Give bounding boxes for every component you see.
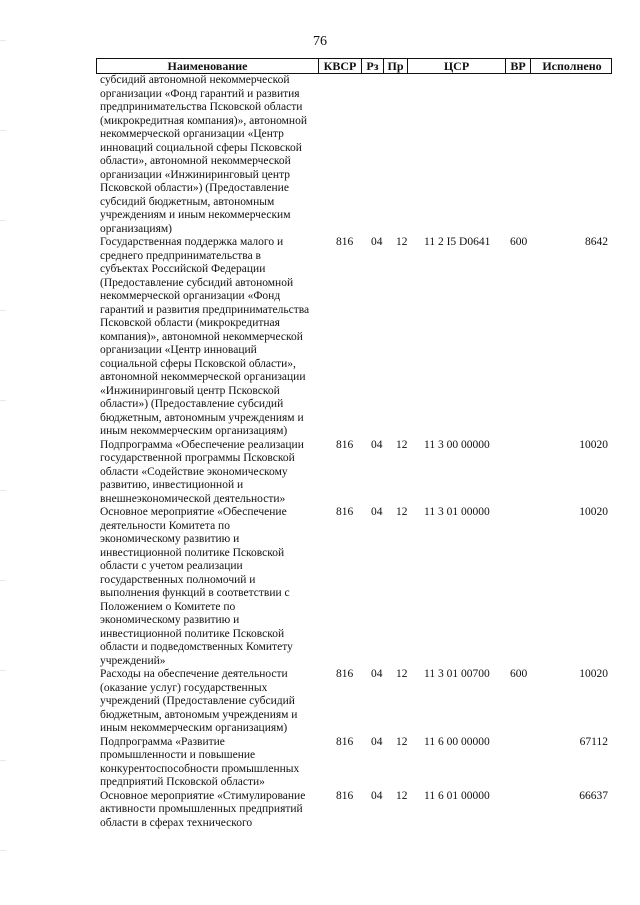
row-pr: 12 [396, 668, 408, 680]
page-number: 76 [313, 34, 327, 49]
row-pr: 12 [396, 789, 408, 802]
row-csr: 11 3 01 00000 [424, 506, 490, 518]
row-executed: 8642 [585, 236, 608, 248]
row-vr: 600 [510, 236, 528, 248]
row-rz: 04 [371, 236, 383, 248]
row-executed: 10020 [579, 668, 608, 680]
table-row [0, 439, 640, 507]
header-csr: ЦСР [408, 59, 506, 73]
row-executed: 67112 [579, 735, 608, 748]
row-pr: 12 [396, 506, 408, 518]
row-csr: 11 6 01 00000 [424, 789, 490, 802]
row-name: Подпрограмма «Обеспечение реализации государственной программы Псковской области «Содействие экономическому развитию, инвестиционной и внешнеэкономической деятельности» [100, 438, 304, 505]
row-name: Государственная поддержка малого и среднего предпринимательства в субъектах Российской Федерации (Предоставление субсидий автономной некоммерческой организации «Фонд гарантий и развития предпринимательства Псковской области (микрокредитная компания)», автономной некоммерческой организации «Центр инноваций социальной сферы Псковской области», автономной некоммерческой организации «Инжиниринговый центр Псковской области») (Предоставление субсидий бюджетным, автономным учреждениям и иным некоммерческим организациям) [100, 236, 310, 437]
header-vr: ВР [506, 59, 531, 73]
row-csr: 11 6 00 00000 [424, 735, 490, 748]
header-rz: Рз [362, 59, 384, 73]
row-csr: 11 3 01 00700 [424, 668, 490, 680]
row-name: Расходы на обеспечение деятельности (оказание услуг) государственных учреждений (Предоставление субсидий бюджетным, автономым учреждениям и иным некоммерческим организациям) [100, 668, 298, 734]
table-header [96, 58, 612, 74]
row-executed: 10020 [579, 438, 608, 451]
header-pr: Пр [384, 59, 408, 73]
row-name: Основное мероприятие «Обеспечение деятельности Комитета по экономическому развитию и инвестиционной политике Псковской области с учетом реализации государственных полномочий и выполнения функций в соответствии с Положением о Комитете по экономическому развитию и инвестиционной политике Псковской области и подведомственных Комитету учреждений» [100, 506, 293, 667]
row-name: Подпрограмма «Развитие промышленности и повышение конкурентоспособности промышленных предприятий Псковской области» [100, 735, 300, 788]
row-rz: 04 [371, 789, 383, 802]
row-csr: 11 3 00 00000 [424, 438, 490, 451]
row-csr: 11 2 I5 D0641 [424, 236, 491, 248]
table-row [0, 790, 640, 831]
row-kvsr: 816 [336, 506, 354, 518]
row-executed: 66637 [579, 789, 608, 802]
table-row [0, 506, 640, 668]
row-executed: 10020 [579, 506, 608, 518]
header-name: Наименование [97, 59, 319, 73]
row-name: субсидий автономной некоммерческой организации «Фонд гарантий и развития предпринимательства Псковской области (микрокредитная компания)», автономной некоммерческой организации «Центр инноваций социальной сферы Псковской области», автономной некоммерческой организации «Инжиниринговый центр Псковской области») (Предоставление субсидий бюджетным, автономным учреждениям и иным некоммерческим организациям) [100, 74, 307, 235]
header-kvsr: КВСР [319, 59, 362, 73]
table-body [0, 74, 640, 830]
row-rz: 04 [371, 668, 383, 680]
table-row [0, 668, 640, 736]
row-rz: 04 [371, 735, 383, 748]
row-vr: 600 [510, 668, 528, 680]
row-kvsr: 816 [336, 438, 354, 451]
row-name: Основное мероприятие «Стимулирование активности промышленных предприятий области в сферах технического [100, 789, 306, 829]
header-executed: Исполнено [542, 59, 602, 73]
row-pr: 12 [396, 735, 408, 748]
row-kvsr: 816 [336, 735, 354, 748]
row-kvsr: 816 [336, 236, 354, 248]
table-row [0, 74, 640, 236]
row-rz: 04 [371, 506, 383, 518]
row-kvsr: 816 [336, 789, 354, 802]
row-kvsr: 816 [336, 668, 354, 680]
row-pr: 12 [396, 236, 408, 248]
row-rz: 04 [371, 438, 383, 451]
table-row [0, 736, 640, 790]
table-row [0, 236, 640, 439]
row-pr: 12 [396, 438, 408, 451]
